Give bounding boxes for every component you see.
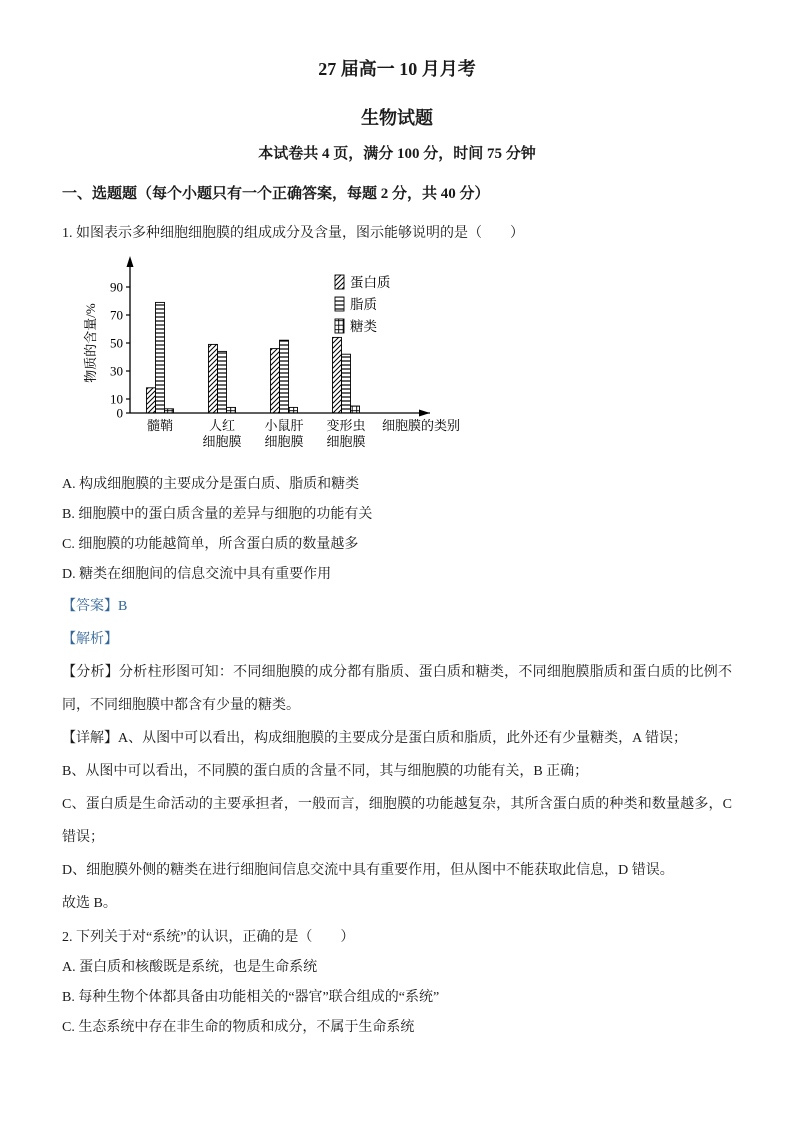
membrane-composition-chart xyxy=(80,251,732,468)
svg-text:脂质: 脂质 xyxy=(350,297,377,312)
question-1-option-c: C. 细胞膜的功能越简单，所含蛋白质的数量越多 xyxy=(62,537,359,552)
svg-text:蛋白质: 蛋白质 xyxy=(350,275,391,290)
question-1-options xyxy=(62,470,732,590)
svg-text:变形虫: 变形虫 xyxy=(326,418,366,433)
question-1-option-b: B. 细胞膜中的蛋白质含量的差异与细胞的功能有关 xyxy=(62,507,373,522)
svg-text:90: 90 xyxy=(110,279,123,295)
svg-text:髓鞘: 髓鞘 xyxy=(146,418,174,433)
question-2-options xyxy=(62,953,732,1043)
svg-text:小鼠肝: 小鼠肝 xyxy=(264,418,304,433)
svg-text:细胞膜: 细胞膜 xyxy=(202,434,242,449)
page-subtitle: 生物试题 xyxy=(361,108,433,128)
answer-value: B xyxy=(118,599,128,614)
question-2-option-b: B. 每种生物个体都具备由功能相关的“器官”联合组成的“系统” xyxy=(62,990,440,1005)
answer-label: 【答案】 xyxy=(62,599,118,614)
svg-text:0: 0 xyxy=(116,405,123,421)
svg-text:50: 50 xyxy=(110,335,123,351)
detail-line-c: C、蛋白质是生命活动的主要承担者，一般而言，细胞膜的功能越复杂，其所含蛋白质的种类和数量越多，C 错误； xyxy=(62,797,732,845)
question-2-option-c: C. 生态系统中存在非生命的物质和成分，不属于生命系统 xyxy=(62,1020,415,1035)
svg-text:70: 70 xyxy=(110,307,123,323)
svg-text:30: 30 xyxy=(110,363,123,379)
svg-text:人红: 人红 xyxy=(208,418,236,433)
bar-chart-svg xyxy=(80,251,490,463)
svg-text:细胞膜的类别: 细胞膜的类别 xyxy=(382,418,461,433)
question-1-option-a: A. 构成细胞膜的主要成分是蛋白质、脂质和糖类 xyxy=(62,477,360,492)
detail-line-d: D、细胞膜外侧的糖类在进行细胞间信息交流中具有重要作用，但从图中不能获取此信息，D 错误。 xyxy=(62,863,674,878)
detail-paragraphs xyxy=(62,722,732,920)
detail-line-b: B、从图中可以看出，不同膜的蛋白质的含量不同，其与细胞膜的功能有关，B 正确； xyxy=(62,764,589,779)
exam-info: 本试卷共 4 页，满分 100 分，时间 75 分钟 xyxy=(258,146,536,162)
question-1-option-d: D. 糖类在细胞间的信息交流中具有重要作用 xyxy=(62,567,332,582)
analysis-paragraph: 【分析】分析柱形图可知：不同细胞膜的成分都有脂质、蛋白质和糖类，不同细胞膜脂质和蛋白质的比例不同，不同细胞膜中都含有少量的糖类。 xyxy=(62,665,732,713)
explanation-label: 【解析】 xyxy=(62,632,118,647)
svg-text:细胞膜: 细胞膜 xyxy=(326,434,366,449)
question-2-stem: 2. 下列关于对“系统”的认识，正确的是（ ） xyxy=(62,930,355,945)
question-2-option-a: A. 蛋白质和核酸既是系统，也是生命系统 xyxy=(62,960,318,975)
svg-text:10: 10 xyxy=(110,391,123,407)
section-header: 一、选题题（每个小题只有一个正确答案，每题 2 分，共 40 分） xyxy=(62,186,490,202)
svg-text:糖类: 糖类 xyxy=(350,319,377,334)
page-title: 27 届高一 10 月月考 xyxy=(318,59,476,79)
svg-text:物质的含量/%: 物质的含量/% xyxy=(83,303,98,383)
svg-text:细胞膜: 细胞膜 xyxy=(264,434,304,449)
detail-line-a: 【详解】A、从图中可以看出，构成细胞膜的主要成分是蛋白质和脂质，此外还有少量糖类，A 错误； xyxy=(62,731,687,746)
explanation-label-line xyxy=(62,623,732,656)
question-1-stem: 1. 如图表示多种细胞细胞膜的组成成分及含量，图示能够说明的是（ ） xyxy=(62,226,524,241)
detail-line-conclusion: 故选 B。 xyxy=(62,896,117,911)
answer-line xyxy=(62,590,732,623)
